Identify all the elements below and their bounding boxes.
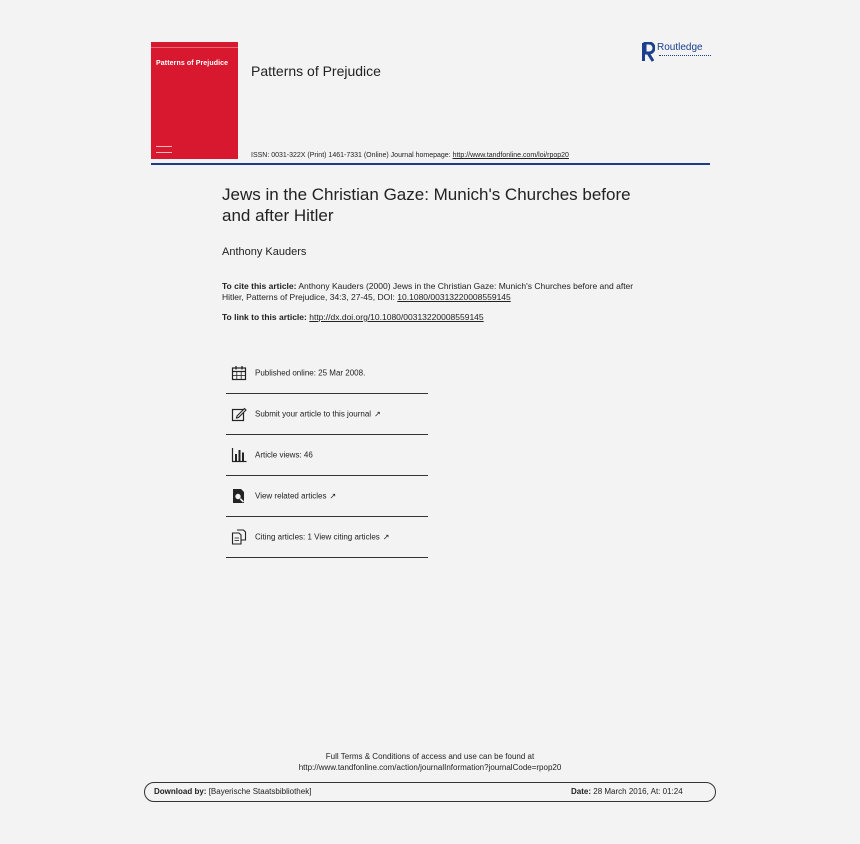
search-document-icon (231, 488, 247, 504)
terms-line-1: Full Terms & Conditions of access and use can be found at (325, 752, 535, 761)
related-articles-text: View related articles (255, 491, 327, 501)
info-item-views (226, 435, 428, 476)
downloaded-by-label: Download by: (154, 787, 207, 796)
article-views-text: Article views: 46 (255, 450, 313, 460)
calendar-icon (231, 365, 247, 381)
terms-line-2[interactable]: http://www.tandfonline.com/action/journalInformation?journalCode=rpop20 (298, 763, 562, 772)
related-articles-link[interactable] (255, 492, 336, 501)
link-label: To link to this article: (222, 312, 307, 322)
info-item-related[interactable] (226, 476, 428, 517)
cite-text: Anthony Kauders (2000) Jews in the Christian Gaze: Munich's Churches before and after Hitler, Patterns of Prejudice, 34:3, 27-45, DOI: (222, 281, 634, 302)
issn-line (251, 152, 569, 159)
external-link-icon: ↗ (329, 491, 337, 501)
external-link-icon: ↗ (382, 532, 390, 542)
citing-articles-text: Citing articles: 1 View citing articles (255, 532, 380, 542)
info-item-citing[interactable] (226, 517, 428, 558)
publisher-tagline-mark (659, 55, 711, 58)
article-author: Anthony Kauders (222, 246, 307, 258)
article-doi-url-link[interactable]: http://dx.doi.org/10.1080/00313220008559145 (309, 312, 484, 322)
citation-block (222, 281, 652, 303)
bar-chart-icon (231, 447, 247, 463)
terms-and-conditions (0, 751, 860, 773)
issn-text: ISSN: 0031-322X (Print) 1461-7331 (Online) Journal homepage: (251, 152, 451, 159)
citing-articles-link[interactable] (255, 533, 390, 542)
downloaded-by-value: [Bayerische Staatsbibliothek] (208, 787, 312, 796)
external-link-icon: ↗ (374, 409, 381, 419)
submit-article-text: Submit your article to this journal (255, 409, 372, 419)
article-info-list (226, 353, 428, 558)
download-date-value: 28 March 2016, At: 01:24 (593, 787, 683, 796)
journal-title: Patterns of Prejudice (251, 63, 381, 79)
downloaded-by (154, 787, 311, 796)
download-info-bar (144, 782, 716, 802)
header-divider (151, 163, 710, 165)
journal-homepage-link[interactable]: http://www.tandfonline.com/loi/rpop20 (452, 152, 569, 159)
routledge-logo-icon (641, 42, 655, 62)
download-date-label: Date: (571, 787, 592, 796)
citing-articles-icon (231, 529, 247, 545)
article-link-line (222, 312, 484, 322)
download-date (571, 787, 683, 796)
article-title: Jews in the Christian Gaze: Munich's Churches before and after Hitler (222, 185, 631, 225)
submit-article-link[interactable] (255, 410, 381, 419)
doi-link[interactable]: 10.1080/00313220008559145 (397, 292, 511, 302)
cover-publisher-mark (156, 146, 172, 153)
info-item-published (226, 353, 428, 394)
publisher-name: Routledge (657, 42, 703, 53)
edit-icon (231, 406, 247, 422)
cite-label: To cite this article: (222, 281, 297, 291)
info-item-submit[interactable] (226, 394, 428, 435)
published-online-text: Published online: 25 Mar 2008. (255, 368, 366, 378)
journal-cover-image (151, 42, 238, 159)
cover-header-band (151, 42, 238, 48)
publisher-logo (641, 42, 721, 64)
cover-title: Patterns of Prejudice (156, 60, 229, 67)
